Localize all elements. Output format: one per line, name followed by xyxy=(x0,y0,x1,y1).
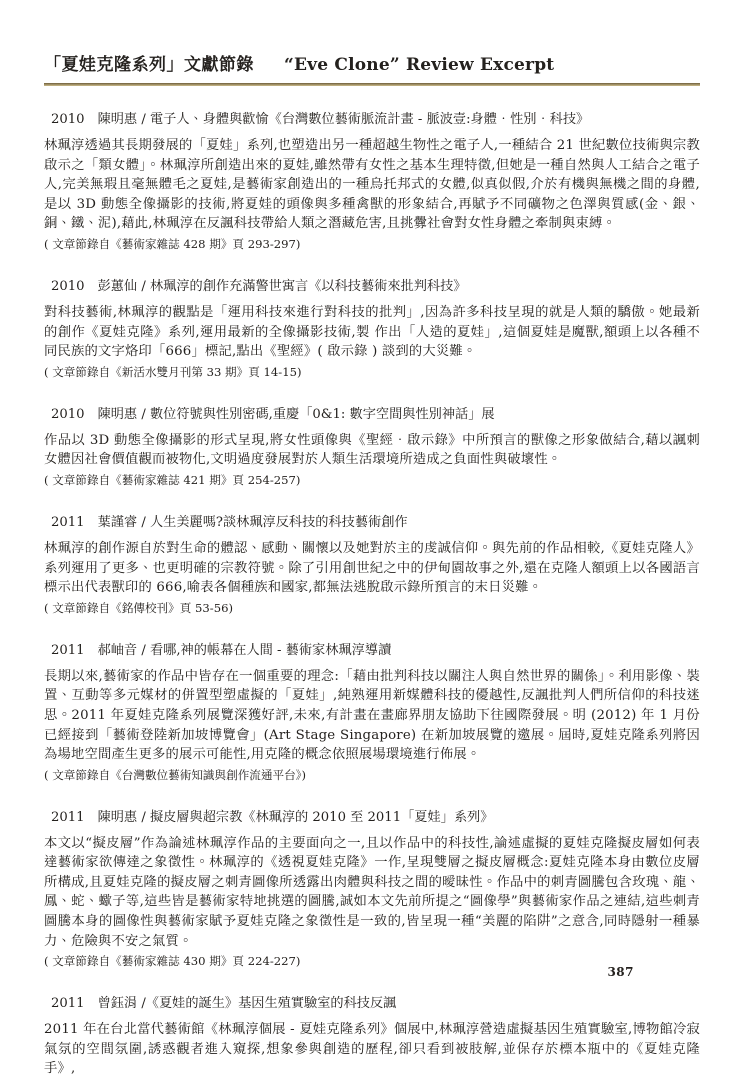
entry-title: 陳明惠 / 電子人、身體與歡愉《台灣數位藝術脈流計畫 - 脈波壹:身體‧性別‧科技》 xyxy=(97,112,590,127)
entry-title: 葉謹睿 / 人生美麗嗎?談林珮淳反科技的科技藝術創作 xyxy=(97,514,408,530)
entry-body: 作品以 3D 動態全像攝影的形式呈現,將女性頭像與《聖經‧啟示錄》中所預言的獸像之形象做結合,藉以諷刺女體因社會價值觀而被物化,文明過度發展對於人類生活環境所造成之負面性與破壞性。 xyxy=(44,432,700,468)
entry-heading-line xyxy=(51,808,700,827)
entry-heading-line xyxy=(51,641,700,660)
entry-citation: ( 文章節錄自《銘傳校刊》頁 53-56) xyxy=(44,600,233,615)
review-entry xyxy=(44,405,700,489)
review-entry xyxy=(44,808,700,971)
entry-year: 2011 xyxy=(51,514,85,530)
entry-title: 郝岫音 / 看哪,神的帳幕在人間 - 藝術家林珮淳導讀 xyxy=(97,642,392,658)
entry-citation: ( 文章節錄自《藝術家雜誌 430 期》頁 224-227) xyxy=(44,954,301,969)
entry-body: 長期以來,藝術家的作品中皆存在一個重要的理念:「藉由批判科技以關注人與自然世界的關係」。利用影像、裝置、互動等多元媒材的併置型塑虛擬的「夏娃」,純熟運用新媒體科技的優越性,反諷批判人們所信仰的科技迷思。2011 年夏娃克隆系列展覽深獲好評,未來,有計畫在畫廊界朋友協助下往國際發展。明 (2012) 年 1 月份已經接到「藝術登陸新加坡博覽會」(Art Stage Singapore) 在新加坡展覽的邀展。屆時,夏娃克隆系列將因為場地空間產生更多的展示可能性,用克隆的概念依照展場環境進行佈展。 xyxy=(44,668,700,763)
review-entry xyxy=(44,277,700,381)
entry-heading-line xyxy=(51,994,700,1013)
review-entry xyxy=(44,110,700,253)
header-rule xyxy=(44,83,700,86)
entry-heading-line xyxy=(51,513,700,532)
entry-body: 對科技藝術,林珮淳的觀點是「運用科技來進行對科技的批判」,因為許多科技呈現的就是人類的驕傲。她最新的創作《夏娃克隆》系列,運用最新的全像攝影技術,製 作出「人造的夏娃」,這個夏娃是魔獸,額頭上以各種不同民族的文字烙印「666」標記,點出《聖經》( 啟示錄 ) 談到的大災難。 xyxy=(44,304,700,360)
entry-heading-line xyxy=(51,277,700,296)
entry-year: 2010 xyxy=(51,112,85,127)
entry-body: 2011 年在台北當代藝術館《林珮淳個展 - 夏娃克隆系列》個展中,林珮淳營造虛擬基因生殖實驗室,博物館冷寂氣氛的空間氛圍,誘惑觀者進入窺探,想象參與創造的歷程,卻只看到被肢解,並保存於標本瓶中的《夏娃克隆手》, xyxy=(44,1022,700,1077)
entry-title: 彭蕙仙 / 林珮淳的創作充滿警世寓言《以科技藝術來批判科技》 xyxy=(97,278,467,294)
entry-title: 陳明惠 / 數位符號與性別密碼,重慶「0&1: 數字空間與性別神話」展 xyxy=(97,406,495,422)
entry-year: 2011 xyxy=(51,809,85,825)
entry-body: 林珮淳的創作源自於對生命的體認、感動、關懷以及她對於主的虔誠信仰。與先前的作品相較,《夏娃克隆人》系列運用了更多、也更明確的宗教符號。除了引用創世紀之中的伊甸園故事之外,還在克隆人額頭上以各國語言標示出代表獸印的 666,喻表各個種族和國家,都無法逃脫啟示錄所預言的末日災難。 xyxy=(44,540,700,596)
entry-year: 2011 xyxy=(51,642,85,658)
document-header xyxy=(44,50,700,86)
entry-year: 2011 xyxy=(51,996,85,1012)
entry-body: 本文以“擬皮層”作為論述林珮淳作品的主要面向之一,且以作品中的科技性,論述虛擬的夏娃克隆擬皮層如何表達藝術家欲傳達之象徵性。林珮淳的《透視夏娃克隆》一作,呈現雙層之擬皮層概念:夏娃克隆本身由數位皮層所構成,且夏娃克隆的擬皮層之刺青圖像所透露出肉體與科技之間的曖昧性。作品中的刺青圖騰包含玫瑰、龍、鳳、蛇、蠍子等,這些皆是藝術家特地挑選的圖騰,誠如本文先前所提之“圖像學”與藝術家作品之連結,這些刺青圖騰本身的圖像性與藝術家賦予夏娃克隆之象徵性是一致的,皆呈現一種“美麗的陷阱”之意含,同時隱射一種暴力、危險與不安之氣質。 xyxy=(44,835,700,949)
entry-year: 2010 xyxy=(51,278,85,294)
entry-heading-line xyxy=(51,110,700,129)
entry-heading-line xyxy=(51,405,700,424)
entry-body: 林珮淳透過其長期發展的「夏娃」系列,也塑造出另一種超越生物性之電子人,一種結合 21 世紀數位技術與宗教啟示之「類女體」。林珮淳所創造出來的夏娃,雖然帶有女性之基本生理特徵,但她是一種自然與人工結合之電子人,完美無瑕且毫無體毛之夏娃,是藝術家創造出的一種烏托邦式的女體,似真似假,介於有機與無機之間的身體,是以 3D 動態全像攝影的技術,將夏娃的頭像與多種禽獸的形象結合,再賦予不同礦物之色澤與質感(金、銀、銅、鐵、泥),藉此,林珮淳在反諷科技帶給人類之潛藏危害,且挑釁社會對女性身體之牽制與束縛。 xyxy=(44,138,700,232)
review-entry xyxy=(44,513,700,617)
entry-citation: ( 文章節錄自《新活水雙月刊第 33 期》頁 14-15) xyxy=(44,364,302,379)
doc-title-en: “Eve Clone” Review Excerpt xyxy=(284,55,555,75)
review-entry xyxy=(44,641,700,784)
entry-citation: ( 文章節錄自《台灣數位藝術知識與創作流通平台》) xyxy=(44,767,306,782)
entry-title: 陳明惠 / 擬皮層與超宗教《林珮淳的 2010 至 2011「夏娃」系列》 xyxy=(97,809,494,825)
entry-citation: ( 文章節錄自《藝術家雜誌 428 期》頁 293-297) xyxy=(44,236,301,251)
review-entry xyxy=(44,994,700,1079)
page-title xyxy=(44,50,700,75)
page-number: 387 xyxy=(607,965,634,979)
entry-list xyxy=(44,110,700,1079)
entry-citation: ( 文章節錄自《藝術家雜誌 421 期》頁 254-257) xyxy=(44,472,301,487)
doc-title-zh: 「夏娃克隆系列」文獻節錄 xyxy=(44,55,254,75)
entry-year: 2010 xyxy=(51,406,85,422)
entry-title: 曾鈺涓 /《夏娃的誕生》基因生殖實驗室的科技反諷 xyxy=(97,996,397,1012)
